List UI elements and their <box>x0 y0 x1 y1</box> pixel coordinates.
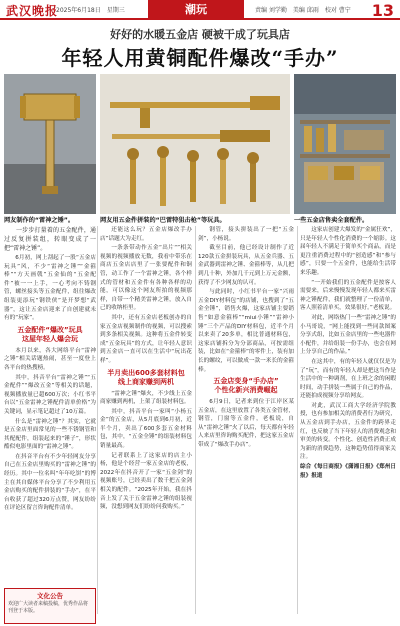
article-column-4 <box>300 226 396 616</box>
article-lead: 一步步打量着的五金配件，通过反复拼装组，转眼变成了一把“雷神之锤”。 <box>4 227 96 252</box>
article-paragraph: 这家店创建大爆发的“金属狂欢”，只是年轻人个性化消费的一个缩影。这届年轻人不满足于简单买个商品，而是更注重消费过程中的“创造感”和“参与感”，只要一个五金件，也能给生活带来乐趣。 <box>300 227 396 276</box>
editors-credit: 责编 刘学勤 美编 邱雨 校对 曹宁 <box>255 7 351 14</box>
article-paragraph: 还能这么玩？五金店爆改手办店”话题大为走红。 <box>100 227 192 242</box>
article-paragraph: 其中，抖音平台一家叫“小杨五金”的五金店，从5月底到6月初，近半个月，卖出了600多套五金材料包，其中，“五金全锤”的组装材料包销量最高。 <box>100 408 192 450</box>
article-paragraph: 对此，武汉工商大学经济学院教授，也有参加相关的消费者行为研究，从五金店到手办店，五金件的跨界走红，也反映了当下年轻人的消费观念和审美的转变。个性化、创造性消费正成为新的消费趋势，这种趋势值得商家关注。 <box>300 402 396 461</box>
section-heading: 半月卖出600多套材料包 线上商家赚到两机 <box>107 368 185 386</box>
article-paragraph: 6月9日，记者来到位于江岸区某五金店，在这里放置了各类五金管材，钢管，门窗等五金件，老板说，自从“雷神之锤”火了以后，每天都有年轻人来店里咨询购买配件，把这家五金店带成了“爆改手办店”。 <box>198 399 294 449</box>
notice-box <box>4 588 96 624</box>
dateline: 2025年6月18日 星期三 <box>56 7 125 14</box>
photo-caption-3: 一些五金店售卖全套配件。 <box>294 217 369 224</box>
article-column-2 <box>100 226 192 616</box>
thor-hammer-illustration <box>4 74 96 214</box>
masthead: 武汉晚报 <box>6 4 59 18</box>
section-heading: 五金配件“爆改”玩具 这屋年轻人爆会玩 <box>17 325 83 343</box>
notice-title: 文化公告 <box>37 592 63 600</box>
brass-toys-illustration <box>100 74 290 214</box>
page-header <box>0 0 400 20</box>
article-paragraph: 钢管，接头拼装出了一把“五金剑”，小杨说。 <box>198 227 294 242</box>
article-paragraph: 与此同时，小红书平台一家“兴雨五金DIY材料包”的店铺，也搜到了“五金全锤”，销售火爆，这家店铺主要销售“如意金箍棒”“miui小锤”“雷神小锤”三个产品的DIY材料包，近半个月以来卖了20多单，相比普通材料包，这家店铺拆分为分部商品，可按需组装，比如在“金箍棒”的零件上，装有加长的螺纹，可以做成一款一米长的金箍棒。 <box>198 289 294 373</box>
article-paragraph: 什么是“雷神之锤”？其实，它就是五金店里面常见的一些不锈钢管和其配配件，组装起来的“锤子”，形状酷似电影里面的“雷神之锤”。 <box>4 418 96 451</box>
article-paragraph: “一开始我们的五金配件是按客人需要来，后来慢慢发现年轻人都来买雷神之锤配件，我们就整理了一份清单，客人照着清单买，效果很好。”老板说。 <box>300 279 396 312</box>
article-paragraph: 一条条带动作五金“出片“”相关视频的视频播放无数，我看中带乐在商店五金店店里了一张要配件和铜管，动工作了一个雷神之锤，各个样式的管材和五金件有各种各样的功能，可以像这个网友所拍的视频那样，自带一个精美雷神之锤，放入自己的收纳柜里。 <box>100 245 192 312</box>
article-paragraph: 对此，网络热门一些“雷神之锤”的小马哥说，“网上能找到一些同款图案分享式组，比如五金店里的一些电器件小配件，并给组装一份手办，也会在网上分享自己的作品。” <box>300 314 396 356</box>
article-paragraph: 本月以来，各大网络平台“雷神之锤”相关话题热闹，甚至一度登上各平台的热搜榜。 <box>4 347 96 371</box>
photo-thor-hammer <box>4 74 96 214</box>
article-paragraph: 6月初，网上刮起了一股“五金店玩具”风，不少“雷神之锤”“金箍棒”“方天画戟”五金仙的“五金配件”被一一上手，一心考向不铸钢管，螺丝接头等五金配件，组往爆改组装更添玩“钢铁侠”是开梦想“武器”，这让五金店迎来了自创建就未有的“玩家”。 <box>4 255 96 322</box>
source-credit: 综合《每日商报》《潇湘日报》《郑州日报》报道 <box>300 464 396 479</box>
article-paragraph: “雷神之锤”爆火，不少线上五金商家赚到两机，上架了组装材料包。 <box>100 390 192 406</box>
column-divider <box>97 226 98 614</box>
photo-caption-2: 网友用五金件拼装的“巴雷特狙击枪”等玩具。 <box>100 217 226 224</box>
notice-text: 欢迎广大读者来稿投稿，优秀作品将刊登于本版。 <box>8 601 89 614</box>
article-paragraph: 其中，还有五金店老板创办的自家五金店视频制作的视频，可以搜索到多条相关视频。这种将五金件转变成“五金玩具”的方式，让年轻人意识到五金店一直可以在生活中“玩出花样”。 <box>100 314 192 364</box>
article-column-1 <box>4 226 96 612</box>
article-subtitle: 好好的水暖五金店 硬被干成了玩具店 <box>110 28 290 41</box>
article-paragraph: 记者联系上了这家店的店主小杨，他是个经营一家五金店的老板，2022年在抖音开了一家“五金剑”的视频账号，已经卖出了数千把五金剑相关的配件。“2025年开始，我在抖音上发了关于五金雷神之锤的组装视频，没想到网友们纷纷问我购买。” <box>100 452 192 511</box>
column-divider <box>195 226 196 614</box>
article-paragraph: 在抖音平台有不少年轻网友分享自己在五金店里购买的“雷神之锤”的经历。其中一位名叫“年年吃饼”的博主在其自媒体平台分享了不少利用五金店购买的配件拼装的“手办”，在平台收获了超过320万点赞，网友纷纷在评论区留言咨询配件清单。 <box>4 453 96 512</box>
article-title: 年轻人用黄铜配件爆改“手办” <box>61 46 339 70</box>
photo-hardware-shop <box>294 74 396 214</box>
section-heading: 五金店变身“手办店” 个性化新兴消费崛起 <box>213 377 279 395</box>
photo-barrett-rifle-toys <box>100 74 290 214</box>
article-paragraph: 其中，抖音平台“雷神之锤”“五金配件”“爆改五金”等相关的话题，视频播放量已超600万次；小红书平台以“五金雷神之锤配件清单价格”为关键词，显示笔记超过了10万篇。 <box>4 374 96 415</box>
article-paragraph: 在这其中，有的年轻人就仅仅是为了“玩”，而有的年轻人却是把这当作是生活中的一种调剂，在上班之余的闲暇时间，动手拼装一些属于自己的作品，还能拍成视频分享给网友。 <box>300 358 396 400</box>
page-number: 13 <box>371 1 394 20</box>
article-column-3 <box>198 226 294 616</box>
shop-shelf-illustration <box>294 74 396 214</box>
photo-caption-1: 网友制作的“雷神之锤”。 <box>4 217 75 224</box>
column-divider <box>297 226 298 614</box>
article-paragraph: 截至目前，他已经设计制作了近120款五金拼装玩具，从五金兵器、五金武器到雷神之锤、金箍棒等，从几把到几十种，外加几千元到上万元金额，获得了不少网友的认可。 <box>198 245 294 286</box>
section-tab: 潮玩 <box>148 0 244 20</box>
